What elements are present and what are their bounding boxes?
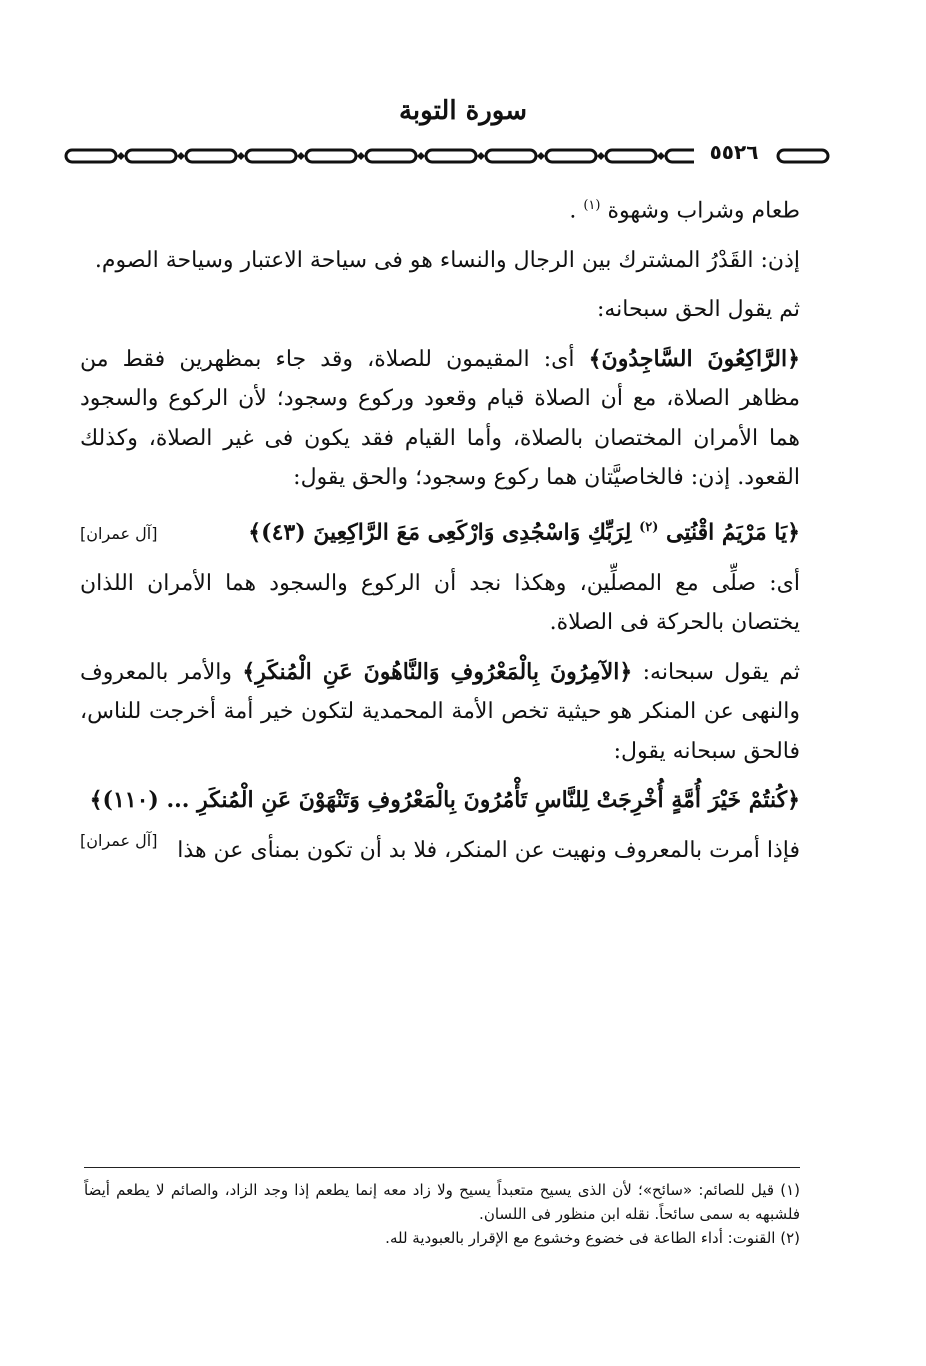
paragraph: إذن: القَدْرُ المشترك بين الرجال والنساء هو فى سياحة الاعتبار وسياحة الصوم.	[94, 247, 800, 273]
paragraph-end: .	[569, 198, 577, 224]
footnote: (١) قيل للصائم: «سائح»؛ لأن الذى يسيح متعبداً يسيح ولا زاد معه إنما يطعم إذا وجد الزاد، والصائم لا يطعم أيضاً فلشبهه به سمى سائحاً. نقله ابن منظور فى اللسان.	[84, 1181, 800, 1223]
paragraph-text: ثم يقول سبحانه:	[642, 659, 800, 685]
footnote-marker: (٢)	[639, 519, 659, 535]
paragraph-text: أى: المقيمون للصلاة، وقد جاء بمظهرين فقط من مظاهر الصلاة، مع أن الصلاة قيام وقعود وركوع وسجود؛ لأن الركوع والسجود هما الأمران المختصان بالصلاة، وأما القيام فقد يكون فى غير الصلاة، وكذلك القعود. إذن: فالخاصيَّتان هما ركوع وسجود؛ والحق يقول:	[80, 346, 800, 491]
paragraph-text: والأمر بالمعروف والنهى عن المنكر هو حيثية تخص الأمة المحمدية لتكون خير أمة أخرجت للناس، فالحق سبحانه يقول:	[80, 659, 800, 764]
paragraph: فإذا أمرت بالمعروف ونهيت عن المنكر، فلا بد أن تكون بمنأى عن هذا	[177, 837, 800, 863]
quran-verse: ﴿الرَّاكِعُونَ السَّاجِدُونَ﴾	[588, 345, 800, 372]
quran-verse: ﴿الآمِرُونَ بِالْمَعْرُوفِ وَالنَّاهُونَ عَنِ الْمُنكَرِ﴾	[242, 658, 633, 685]
verse-block	[80, 508, 800, 554]
surah-title: سورة التوبة	[398, 96, 528, 126]
paragraph: ثم يقول الحق سبحانه:	[596, 297, 800, 323]
main-text	[80, 186, 800, 880]
page-number: ٥٥٢٦	[694, 140, 774, 164]
paragraph-text: طعام وشراب وشهوة	[607, 198, 800, 224]
paragraph	[80, 186, 800, 231]
footnote: (٢) القنوت: أداء الطاعة فى خضوع وخشوع مع الإقرار بالعبودية لله.	[385, 1229, 800, 1247]
verse-reference: [آل عمران]	[80, 830, 158, 850]
verse-reference: [آل عمران]	[80, 524, 158, 544]
footnote-marker: (١)	[583, 198, 601, 213]
footnotes	[84, 1178, 800, 1250]
paragraph	[80, 653, 800, 772]
footnote-divider	[84, 1167, 800, 1168]
paragraph: أى: صلِّى مع المصلِّين، وهكذا نجد أن الركوع والسجود هما الأمران اللذان يختصان بالحركة فى الصلاة.	[80, 570, 800, 636]
quran-verse: ﴿كُنتُمْ خَيْرَ أُمَّةٍ أُخْرِجَتْ لِلنَّاسِ تَأْمُرُونَ بِالْمَعْرُوفِ وَتَنْهَوْنَ عَنِ الْمُنكَرِ ... (١١٠)﴾	[89, 787, 800, 814]
quran-verse: ﴿يَا مَرْيَمُ اقْنُتِى $^{(٢)}$ لِرَبِّكِ وَاسْجُدِى وَارْكَعِى مَعَ الرَّاكِعِينَ (٤٣)﴾	[248, 519, 800, 546]
paragraph	[80, 340, 800, 498]
